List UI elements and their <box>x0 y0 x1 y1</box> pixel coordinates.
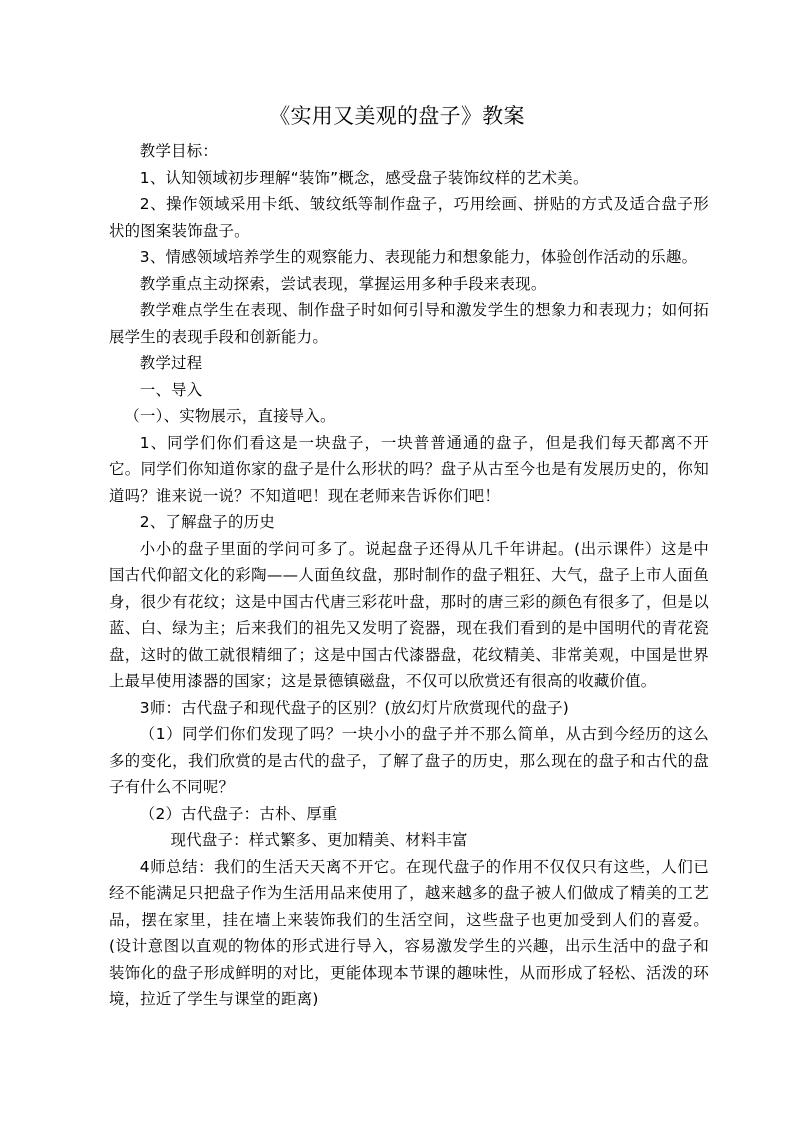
paragraph-step-1: 1、同学们你们看这是一块盘子，一块普普通通的盘子，但是我们每天都离不开它。同学们你知道你家的盘子是什么形状的吗？盘子从古至今也是有发展历史的，你知道吗？谁来说一说？不知道吧！现在老师来告诉你们吧！ <box>109 433 709 505</box>
paragraph-objective-1: 1、认知领域初步理解“装饰”概念，感受盘子装饰纹样的艺术美。 <box>139 168 589 187</box>
document-body <box>109 138 709 1013</box>
paragraph-modern-plates: 现代盘子：样式繁多、更加精美、材料丰富 <box>170 831 468 849</box>
paragraph-question-1: （1）同学们你们发现了吗？一块小小的盘子并不那么简单，从古到今经历的这么多的变化，我们欣赏的是古代的盘子，了解了盘子的历史，那么现在的盘子和古代的盘子有什么不同呢？ <box>109 725 709 796</box>
paragraph-section-1: 一、导入 <box>139 380 203 399</box>
paragraph-history: 小小的盘子里面的学问可多了。说起盘子还得从几千年讲起。(出示课件）这是中国古代仰韶文化的彩陶——人面鱼纹盘，那时制作的盘子粗狂、大气，盘子上市人面鱼身，很少有花纹；这是中国古代唐三彩花叶盘，那时的唐三彩的颜色有很多了，但是以蓝、白、绿为主；后来我们的祖先又发明了瓷器，现在我们看到的是中国明代的青花瓷盘，这时的做工就很精细了；这是中国古代漆器盘，花纹精美、非常美观，中国是世界上最早使用漆器的国家；这是景德镇磁盘，不仅可以欣赏还有很高的收藏价值。 <box>109 539 709 690</box>
paragraph-difficulties: 教学难点学生在表现、制作盘子时如何引导和激发学生的想象力和表现力；如何拓展学生的表现手段和创新能力。 <box>109 301 709 346</box>
paragraph-process-heading: 教学过程 <box>139 354 203 372</box>
paragraph-objectives-heading: 教学目标： <box>139 142 219 160</box>
paragraph-objective-2: 2、操作领域采用卡纸、皱纹纸等制作盘子，巧用绘画、拼贴的方式及适合盘子形状的图案装饰盘子。 <box>109 195 709 240</box>
paragraph-ancient-plates: （2）古代盘子：古朴、厚重 <box>139 804 338 823</box>
paragraph-key-points: 教学重点主动探索，尝试表现，掌握运用多种手段来表现。 <box>139 274 547 293</box>
paragraph-objective-3: 3、情感领域培养学生的观察能力、表现能力和想象能力，体验创作活动的乐趣。 <box>139 248 698 266</box>
paragraph-step-2-heading: 2、了解盘子的历史 <box>139 513 275 531</box>
paragraph-subsection-1: （一）、实物展示，直接导入。 <box>124 407 336 425</box>
paragraph-summary: 4师总结：我们的生活天天离不开它。在现代盘子的作用不仅仅只有这些，人们已经不能满足只把盘子作为生活用品来使用了，越来越多的盘子被人们做成了精美的工艺品，摆在家里，挂在墙上来装饰我们的生活空间，这些盘子也更加受到人们的喜爱。(设计意图以直观的物体的形式进行导入，容易激发学生的兴趣，出示生活中的盘子和装饰化的盘子形成鲜明的对比，更能体现本节课的趣味性，从而形成了轻松、活泼的环境，拉近了学生与课堂的距离) <box>109 857 709 1008</box>
document-title: 《实用又美观的盘子》教案 <box>269 104 525 128</box>
paragraph-step-3: 3师：古代盘子和现代盘子的区别？(放幻灯片欣赏现代的盘子) <box>139 698 570 717</box>
